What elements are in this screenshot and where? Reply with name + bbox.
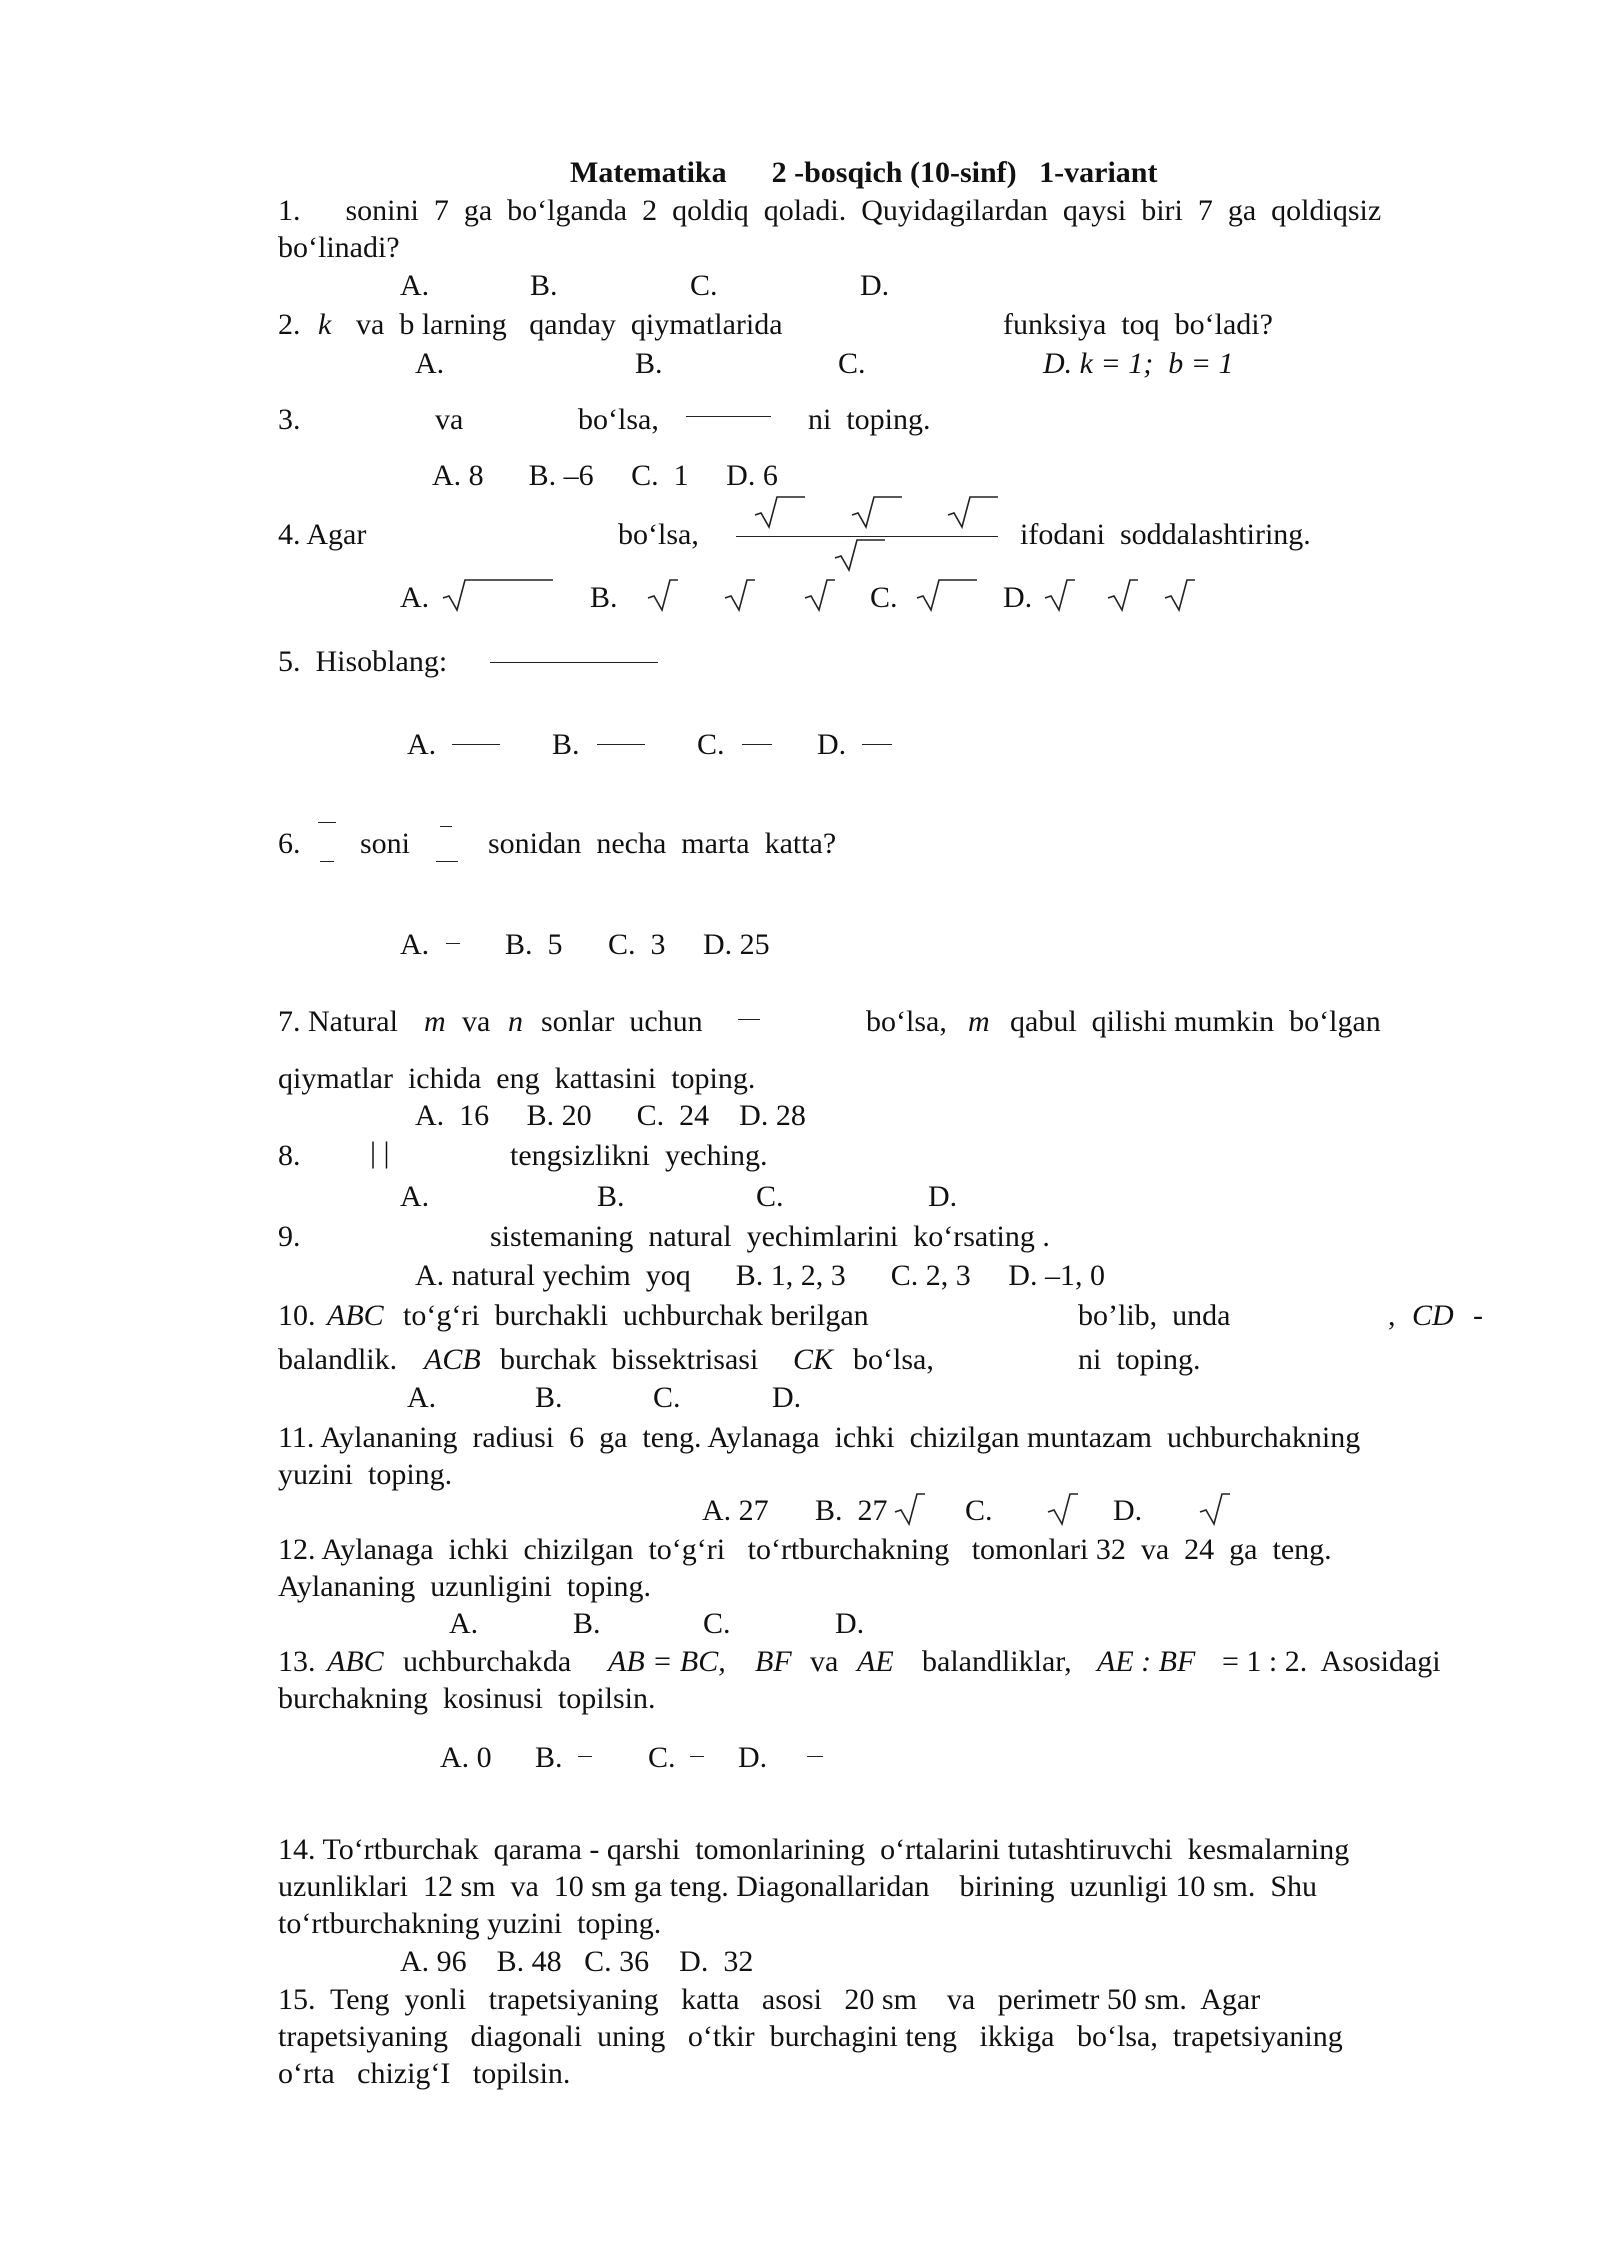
q6-overline xyxy=(440,826,452,827)
q5-option-d: D. xyxy=(817,728,847,761)
q3-va: va xyxy=(435,403,464,436)
q6-option-a: A. xyxy=(400,928,430,961)
q6-option-c: C. 3 xyxy=(608,928,666,961)
q10-dash: - xyxy=(1473,1299,1483,1332)
q7-bolsa: bo‘lsa, xyxy=(866,1005,947,1038)
q13-bal: balandliklar, xyxy=(922,1645,1072,1678)
q7-options: A. 16 B. 20 C. 24 D. 28 xyxy=(415,1099,806,1132)
q12-option-b: B. xyxy=(573,1607,601,1640)
q4-option-d: D. xyxy=(1003,581,1033,614)
sqrt-icon xyxy=(443,578,553,612)
q13-option-a: A. 0 xyxy=(440,1741,492,1774)
q5-fraction-bar xyxy=(862,744,892,745)
q13-option-b: B. xyxy=(535,1741,563,1774)
q13-eq: AB = BC, xyxy=(608,1645,726,1678)
sqrt-icon xyxy=(948,495,998,529)
q6-fraction-bar xyxy=(436,861,458,862)
q1-option-c: C. xyxy=(690,269,718,302)
q10-abc: ABC xyxy=(327,1299,384,1332)
page-title: Matematika 2 -bosqich (10-sinf) 1-variant xyxy=(570,156,1158,189)
sqrt-icon xyxy=(755,495,805,529)
q2-option-a: A. xyxy=(415,347,445,380)
q11-option-b: B. 27 xyxy=(815,1494,888,1527)
q11-option-d: D. xyxy=(1113,1494,1143,1527)
question-15-text-cont2: o‘rta chizig‘I topilsin. xyxy=(278,2057,571,2090)
q5-fraction-bar xyxy=(742,744,772,745)
question-6-number: 6. xyxy=(278,827,301,860)
sqrt-icon xyxy=(895,1492,925,1526)
question-13-number: 13. xyxy=(278,1645,316,1678)
q13-abc: ABC xyxy=(327,1645,384,1678)
q5-option-c: C. xyxy=(697,728,725,761)
q8-abs-bars: | | xyxy=(370,1136,390,1169)
q10-option-b: B. xyxy=(535,1381,563,1414)
q5-fraction-bar xyxy=(490,662,658,663)
question-2-number: 2. xyxy=(278,308,301,341)
sqrt-icon xyxy=(917,578,977,612)
q4-option-c: C. xyxy=(870,581,898,614)
q4-option-a: A. xyxy=(400,581,430,614)
q10-line2d: ni toping. xyxy=(1078,1343,1201,1376)
q7-var-m2: m xyxy=(968,1005,990,1038)
q3-bolsa: bo‘lsa, xyxy=(578,403,659,436)
q4-option-b: B. xyxy=(590,581,618,614)
q8-option-c: C. xyxy=(756,1180,784,1213)
question-2-text-tail: funksiya toq bo‘ladi? xyxy=(1003,308,1273,341)
sqrt-icon xyxy=(1048,1492,1078,1526)
q13-fraction-bar xyxy=(578,1756,592,1757)
q13-text: uchburchakda xyxy=(403,1645,572,1678)
q6-option-d: D. 25 xyxy=(703,928,770,961)
question-9-number: 9. xyxy=(278,1220,301,1253)
sqrt-icon xyxy=(835,538,885,572)
q8-option-a: A. xyxy=(400,1180,430,1213)
q13-ratio-tail: = 1 : 2. Asosidagi xyxy=(1222,1645,1441,1678)
question-14-text: 14. To‘rtburchak qarama - qarshi tomonlarining o‘rtalarini tutashtiruvchi kesmalarning xyxy=(278,1833,1350,1866)
q10-option-d: D. xyxy=(772,1381,802,1414)
q10-option-a: A. xyxy=(407,1381,437,1414)
q11-option-a: A. 27 xyxy=(702,1494,769,1527)
q10-line2b: burchak bissektrisasi xyxy=(500,1343,759,1376)
question-1-text-cont: bo‘linadi? xyxy=(278,231,400,264)
q10-option-c: C. xyxy=(653,1381,681,1414)
q2-variable-k: k xyxy=(318,308,332,341)
q13-fraction-bar xyxy=(690,1756,704,1757)
q11-option-c: C. xyxy=(965,1494,993,1527)
q12-option-d: D. xyxy=(835,1607,865,1640)
q7-fraction-bar xyxy=(738,1019,760,1020)
q13-ae: AE xyxy=(857,1645,894,1678)
q1-option-d: D. xyxy=(860,269,890,302)
q5-option-b: B. xyxy=(552,728,580,761)
question-2-text: va b larning qanday qiymatlarida xyxy=(356,308,783,341)
q10-ck: CK xyxy=(793,1343,834,1376)
question-14-text-cont: uzunliklari 12 sm va 10 sm ga teng. Diagonallaridan birining uzunligi 10 sm. Shu xyxy=(278,1870,1318,1903)
q8-option-d: D. xyxy=(928,1180,958,1213)
question-7-lead: 7. Natural xyxy=(278,1005,398,1038)
q13-bf: BF xyxy=(755,1645,792,1678)
q5-option-a: A. xyxy=(407,728,437,761)
q2-option-b: B. xyxy=(635,347,663,380)
q10-cd: CD xyxy=(1412,1299,1454,1332)
q6-overline xyxy=(318,822,336,823)
q9-tail: sistemaning natural yechimlarini ko‘rsating . xyxy=(490,1220,1050,1253)
q5-fraction-bar xyxy=(452,744,500,745)
q7-var-m: m xyxy=(424,1005,446,1038)
q7-uchun: sonlar uchun xyxy=(541,1005,703,1038)
sqrt-icon xyxy=(1165,578,1195,612)
sqrt-icon xyxy=(725,578,755,612)
question-3-number: 3. xyxy=(278,403,301,436)
q7-va: va xyxy=(462,1005,491,1038)
q10-comma: , xyxy=(1388,1299,1396,1332)
q3-tail: ni toping. xyxy=(808,403,931,436)
q1-option-b: B. xyxy=(530,269,558,302)
q12-option-a: A. xyxy=(449,1607,479,1640)
q3-options: A. 8 B. –6 C. 1 D. 6 xyxy=(432,459,778,492)
q13-option-c: C. xyxy=(648,1741,676,1774)
q14-options: A. 96 B. 48 C. 36 D. 32 xyxy=(400,1945,754,1978)
question-15-text-cont: trapetsiyaning diagonali uning o‘tkir burchagini teng ikkiga bo‘lsa, trapetsiyaning xyxy=(278,2020,1343,2053)
question-13-text-cont: burchakning kosinusi topilsin. xyxy=(278,1682,656,1715)
q7-var-n: n xyxy=(508,1005,523,1038)
q4-tail: ifodani soddalashtiring. xyxy=(1020,518,1311,551)
q1-option-a: A. xyxy=(400,269,430,302)
q7-tail: qabul qilishi mumkin bo‘lgan xyxy=(1010,1005,1381,1038)
q2-option-c: C. xyxy=(838,347,866,380)
question-12-text: 12. Aylanaga ichki chizilgan to‘g‘ri to‘rtburchakning tomonlari 32 va 24 ga teng. xyxy=(278,1533,1332,1566)
sqrt-icon xyxy=(648,578,678,612)
q4-bolsa: bo‘lsa, xyxy=(618,518,699,551)
question-12-text-cont: Aylananing uzunligini toping. xyxy=(278,1570,652,1603)
q10-line2c: bo‘lsa, xyxy=(853,1343,934,1376)
q10-line2a: balandlik. xyxy=(278,1343,398,1376)
q12-option-c: C. xyxy=(703,1607,731,1640)
q6-tail: sonidan necha marta katta? xyxy=(488,827,837,860)
question-15-text: 15. Teng yonli trapetsiyaning katta asosi 20 sm va perimetr 50 sm. Agar xyxy=(278,1983,1261,2016)
question-10-number: 10. xyxy=(278,1299,316,1332)
q13-option-d: D. xyxy=(738,1741,768,1774)
q5-fraction-bar xyxy=(597,744,645,745)
q2-option-d: D. k = 1; b = 1 xyxy=(1043,347,1234,380)
q10-acb: ACB xyxy=(424,1343,481,1376)
question-5-lead: 5. Hisoblang: xyxy=(278,645,448,678)
q6-fraction-bar xyxy=(446,943,460,944)
sqrt-icon xyxy=(852,495,902,529)
sqrt-icon xyxy=(1200,1492,1230,1526)
sqrt-icon xyxy=(1045,578,1075,612)
q6-soni: soni xyxy=(360,827,411,860)
q6-fraction-bar xyxy=(320,861,334,862)
question-11-text: 11. Aylananing radiusi 6 ga teng. Aylanaga ichki chizilgan muntazam uchburchakning xyxy=(278,1421,1361,1454)
question-8-number: 8. xyxy=(278,1139,301,1172)
q9-options: A. natural yechim yoq B. 1, 2, 3 C. 2, 3 D. –1, 0 xyxy=(415,1259,1105,1292)
q4-fraction-bar xyxy=(736,536,998,537)
q13-ratio: AE : BF xyxy=(1097,1645,1196,1678)
question-1-text: 1. sonini 7 ga bo‘lganda 2 qoldiq qoladi. Quyidagilardan qaysi biri 7 ga qoldiqsiz xyxy=(278,194,1382,227)
q10-text: to‘g‘ri burchakli uchburchak berilgan xyxy=(403,1299,869,1332)
question-11-text-cont: yuzini toping. xyxy=(278,1458,453,1491)
question-7-text-cont: qiymatlar ichida eng kattasini toping. xyxy=(278,1062,756,1095)
q8-tail: tengsizlikni yeching. xyxy=(510,1139,768,1172)
q3-fraction-bar xyxy=(686,416,771,417)
q6-option-b: B. 5 xyxy=(505,928,563,961)
sqrt-icon xyxy=(805,578,835,612)
q13-fraction-bar xyxy=(807,1756,823,1757)
question-4-lead: 4. Agar xyxy=(278,518,367,551)
q13-va: va xyxy=(810,1645,839,1678)
sqrt-icon xyxy=(1108,578,1138,612)
q8-option-b: B. xyxy=(597,1180,625,1213)
question-14-text-cont2: to‘rtburchakning yuzini toping. xyxy=(278,1907,662,1940)
q10-text-tail: bo’lib, unda xyxy=(1078,1299,1231,1332)
